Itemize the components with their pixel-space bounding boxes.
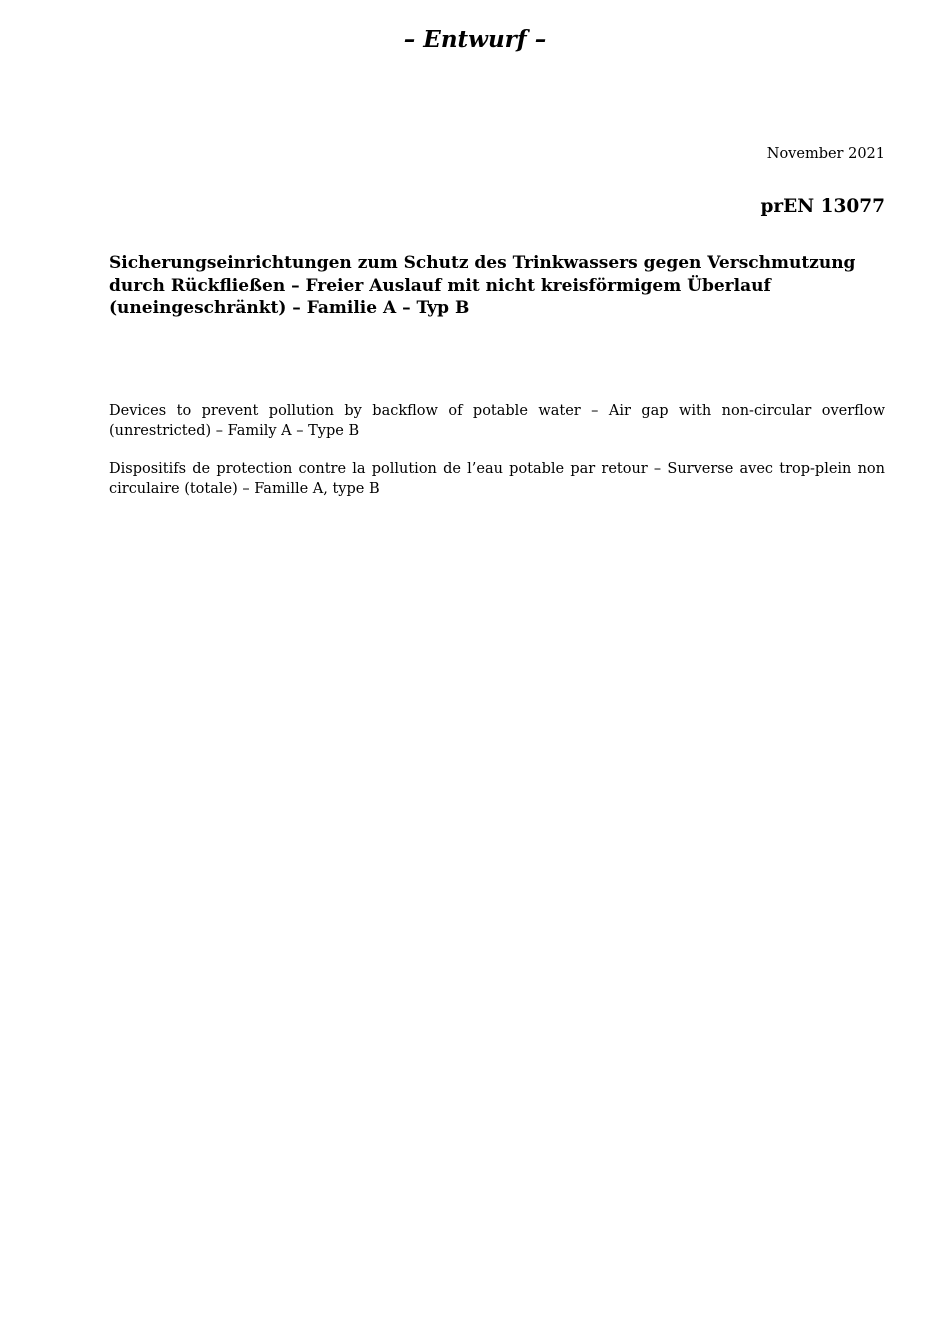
title-french: Dispositifs de protection contre la pollution de l’eau potable par retour – Surverse avec trop-plein non circulaire (totale) – Famille A, type B	[109, 461, 885, 497]
document-number: prEN 13077	[760, 196, 885, 217]
document-date: November 2021	[766, 146, 885, 162]
title-english: Devices to prevent pollution by backflow of potable water – Air gap with non-circular overflow (unrestricted) – Family A – Type B	[109, 403, 885, 439]
title-german: Sicherungseinrichtungen zum Schutz des Trinkwassers gegen Verschmutzung durch Rückfließen – Freier Auslauf mit nicht kreisförmigem Überlauf (uneingeschränkt) – Familie A – Typ B	[109, 253, 856, 318]
draft-label: – Entwurf –	[403, 26, 547, 53]
